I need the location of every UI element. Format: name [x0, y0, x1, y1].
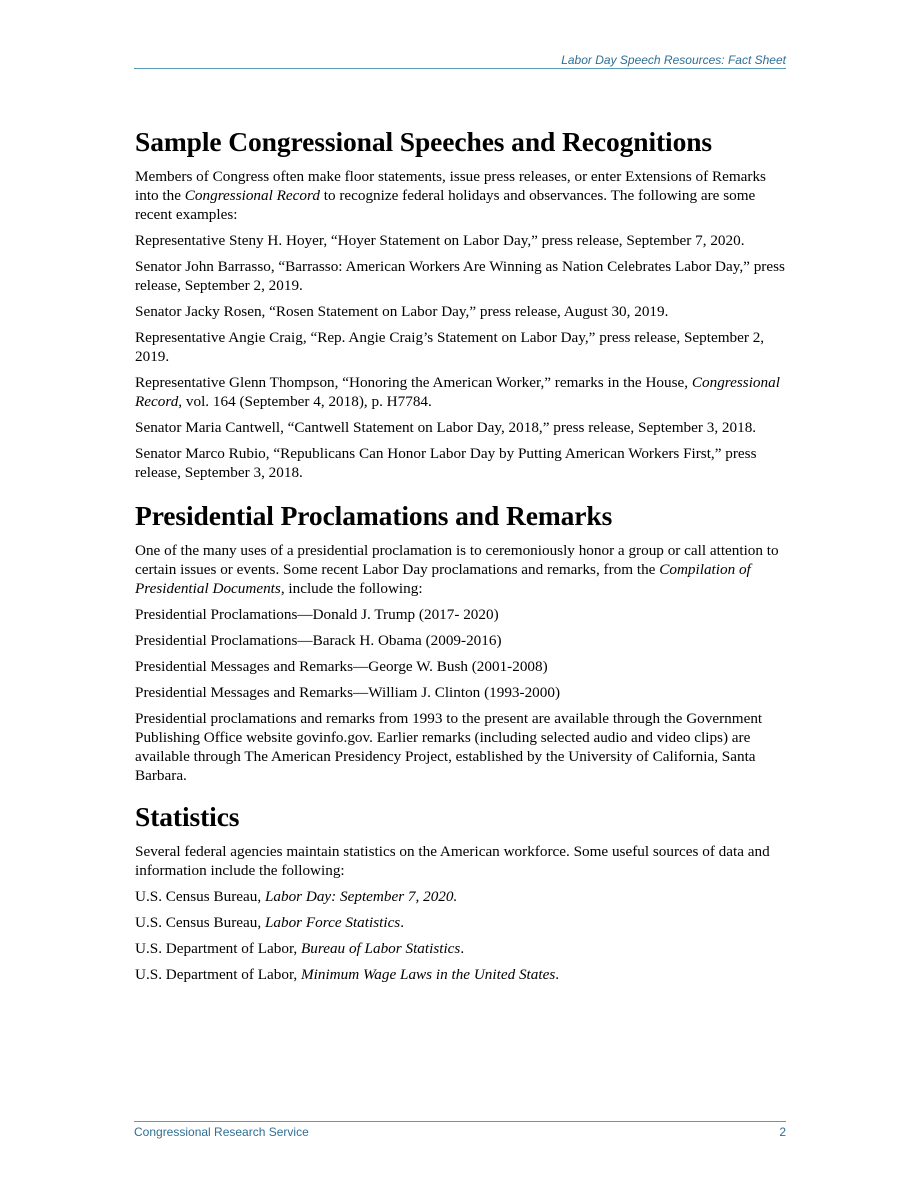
section-heading-presidential: Presidential Proclamations and Remarks: [135, 500, 613, 531]
list-item: Senator John Barrasso, “Barrasso: American Workers Are Winning as Nation Celebrates Labor Day,” press release, September 2, 2019.: [135, 258, 785, 294]
section-intro: Members of Congress often make floor statements, issue press releases, or enter Extensions of Remarks into the Congressional Record to recognize federal holidays and observances. The following are some recent examples:: [135, 168, 766, 223]
list-item: Presidential Proclamations—Donald J. Trump (2017- 2020): [135, 606, 499, 623]
section-heading-statistics: Statistics: [135, 801, 240, 832]
list-item: Representative Angie Craig, “Rep. Angie Craig’s Statement on Labor Day,” press release, September 2, 2019.: [135, 329, 765, 365]
footer-page-number: 2: [779, 1125, 786, 1139]
list-item: U.S. Department of Labor, Minimum Wage Laws in the United States.: [135, 966, 560, 983]
list-item: Senator Marco Rubio, “Republicans Can Honor Labor Day by Putting American Workers First,” press release, September 3, 2018.: [135, 445, 757, 481]
page-content: [135, 126, 785, 991]
list-item: Representative Steny H. Hoyer, “Hoyer Statement on Labor Day,” press release, September 7, 2020.: [135, 232, 745, 249]
section-intro: One of the many uses of a presidential proclamation is to ceremoniously honor a group or call attention to certain issues or events. Some recent Labor Day proclamations and remarks, from the Compilation of Presidential Documents, include the following:: [135, 542, 779, 597]
list-item: Presidential Proclamations—Barack H. Obama (2009-2016): [135, 632, 502, 649]
list-item: Senator Maria Cantwell, “Cantwell Statement on Labor Day, 2018,” press release, September 3, 2018.: [135, 419, 757, 436]
footer-publisher: Congressional Research Service: [134, 1125, 309, 1139]
page-footer: [134, 1121, 786, 1139]
list-item: U.S. Department of Labor, Bureau of Labor Statistics.: [135, 940, 465, 957]
running-header: [134, 54, 786, 69]
section-intro: Several federal agencies maintain statistics on the American workforce. Some useful sources of data and information include the following:: [135, 843, 770, 879]
section-heading-congressional: Sample Congressional Speeches and Recognitions: [135, 126, 713, 157]
section-closing: Presidential proclamations and remarks from 1993 to the present are available through the Government Publishing Office website govinfo.gov. Earlier remarks (including selected audio and video clips) are available through The American Presidency Project, established by the University of California, Santa Barbara.: [135, 710, 763, 784]
running-header-title: Labor Day Speech Resources: Fact Sheet: [561, 53, 786, 67]
list-item: U.S. Census Bureau, Labor Force Statistics.: [135, 914, 405, 931]
list-item: Senator Jacky Rosen, “Rosen Statement on Labor Day,” press release, August 30, 2019.: [135, 303, 669, 320]
list-item: Presidential Messages and Remarks—George W. Bush (2001-2008): [135, 658, 548, 675]
list-item: Representative Glenn Thompson, “Honoring the American Worker,” remarks in the House, Congressional Record, vol. 164 (September 4, 2018), p. H7784.: [135, 374, 780, 410]
list-item: U.S. Census Bureau, Labor Day: September 7, 2020.: [135, 888, 458, 905]
list-item: Presidential Messages and Remarks—William J. Clinton (1993-2000): [135, 684, 560, 701]
